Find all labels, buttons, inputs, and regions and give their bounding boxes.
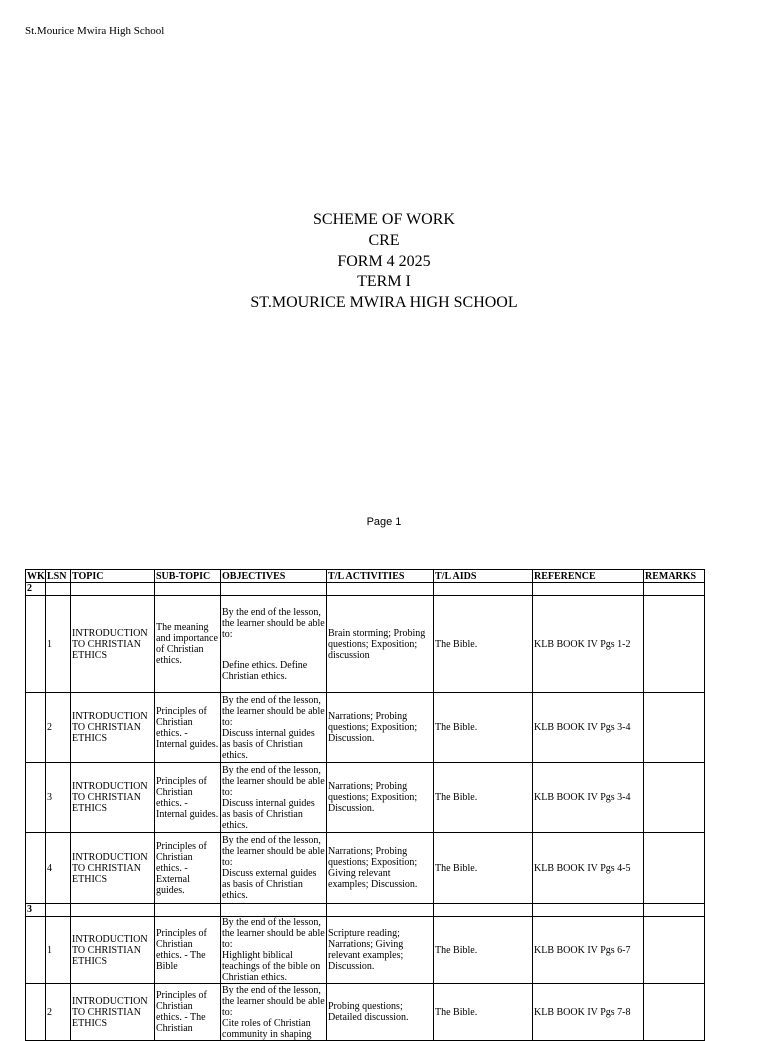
objective-detail: Highlight biblical teachings of the bible on Christian ethics.	[222, 950, 321, 983]
lesson-number: 4	[46, 833, 71, 904]
header-reference: REFERENCE	[533, 570, 644, 583]
week-number: 2	[26, 583, 46, 596]
reference-cell: KLB BOOK IV Pgs 3-4	[533, 693, 644, 763]
objectives-cell	[221, 596, 327, 693]
subtopic-cell: Principles of Christian ethics. - The Christian	[155, 984, 221, 1041]
remarks-cell	[644, 596, 705, 693]
aids-cell: The Bible.	[434, 833, 533, 904]
topic-cell: INTRODUCTION TO CHRISTIAN ETHICS	[71, 693, 155, 763]
objective-intro: By the end of the lesson, the learner should be able to:	[222, 606, 325, 640]
reference-cell: KLB BOOK IV Pgs 3-4	[533, 763, 644, 833]
topic-cell: INTRODUCTION TO CHRISTIAN ETHICS	[71, 596, 155, 693]
table-row	[26, 763, 705, 833]
title-block	[0, 210, 768, 314]
objective-detail: Define ethics. Define Christian ethics.	[222, 659, 308, 682]
lesson-number: 3	[46, 763, 71, 833]
remarks-cell	[644, 693, 705, 763]
header-remarks: REMARKS	[644, 570, 705, 583]
reference-cell: KLB BOOK IV Pgs 7-8	[533, 984, 644, 1041]
header-objectives: OBJECTIVES	[221, 570, 327, 583]
scheme-table	[25, 569, 705, 1041]
table-row	[26, 833, 705, 904]
activities-cell: Narrations; Probing questions; Exposition; Discussion.	[327, 763, 434, 833]
reference-cell: KLB BOOK IV Pgs 6-7	[533, 917, 644, 984]
topic-cell: INTRODUCTION TO CHRISTIAN ETHICS	[71, 984, 155, 1041]
objective-intro: By the end of the lesson, the learner should be able to:	[222, 917, 325, 950]
table-row	[26, 596, 705, 693]
activities-cell: Scripture reading; Narrations; Giving relevant examples; Discussion.	[327, 917, 434, 984]
table-row	[26, 693, 705, 763]
activities-cell: Brain storming; Probing questions; Exposition; discussion	[327, 596, 434, 693]
aids-cell: The Bible.	[434, 693, 533, 763]
table-row	[26, 917, 705, 984]
lesson-number: 2	[46, 693, 71, 763]
week-number: 3	[26, 904, 46, 917]
subtopic-cell: Principles of Christian ethics. - Internal guides.	[155, 693, 221, 763]
header-activities: T/L ACTIVITIES	[327, 570, 434, 583]
objective-detail: Discuss external guides as basis of Christian ethics.	[222, 868, 317, 901]
objectives-cell	[221, 693, 327, 763]
objectives-cell	[221, 763, 327, 833]
lesson-number: 2	[46, 984, 71, 1041]
title-form-year: FORM 4 2025	[337, 252, 431, 270]
objective-intro: By the end of the lesson, the learner should be able to:	[222, 984, 325, 1018]
topic-cell: INTRODUCTION TO CHRISTIAN ETHICS	[71, 833, 155, 904]
table-row	[26, 984, 705, 1041]
remarks-cell	[644, 763, 705, 833]
objectives-cell	[221, 917, 327, 984]
page-number: Page 1	[366, 516, 402, 528]
objective-detail: Discuss internal guides as basis of Christian ethics.	[222, 727, 315, 761]
activities-cell: Probing questions; Detailed discussion.	[327, 984, 434, 1041]
aids-cell: The Bible.	[434, 984, 533, 1041]
header-topic: TOPIC	[71, 570, 155, 583]
lesson-number: 1	[46, 596, 71, 693]
aids-cell: The Bible.	[434, 917, 533, 984]
header-aids: T/L AIDS	[434, 570, 533, 583]
objectives-cell	[221, 984, 327, 1041]
objective-detail: Cite roles of Christian community in shaping	[222, 1017, 312, 1040]
title-scheme-of-work: SCHEME OF WORK	[313, 211, 455, 228]
week-row	[26, 904, 705, 917]
document-header-school-name: St.Mourice Mwira High School	[25, 25, 165, 37]
title-subject: CRE	[368, 231, 400, 249]
reference-cell: KLB BOOK IV Pgs 4-5	[533, 833, 644, 904]
objective-intro: By the end of the lesson, the learner should be able to:	[222, 764, 325, 798]
objective-detail: Discuss internal guides as basis of Christian ethics.	[222, 797, 315, 831]
remarks-cell	[644, 917, 705, 984]
remarks-cell	[644, 833, 705, 904]
title-term: TERM I	[357, 273, 411, 291]
activities-cell: Narrations; Probing questions; Exposition; Discussion.	[327, 693, 434, 763]
activities-cell: Narrations; Probing questions; Exposition; Giving relevant examples; Discussion.	[327, 833, 434, 904]
subtopic-cell: The meaning and importance of Christian ethics.	[155, 596, 221, 693]
topic-cell: INTRODUCTION TO CHRISTIAN ETHICS	[71, 763, 155, 833]
reference-cell: KLB BOOK IV Pgs 1-2	[533, 596, 644, 693]
objective-intro: By the end of the lesson, the learner should be able to:	[222, 694, 325, 728]
lesson-number: 1	[46, 917, 71, 984]
aids-cell: The Bible.	[434, 763, 533, 833]
title-school: ST.MOURICE MWIRA HIGH SCHOOL	[250, 294, 518, 312]
remarks-cell	[644, 984, 705, 1041]
header-lsn: LSN	[46, 570, 71, 583]
objective-intro: By the end of the lesson, the learner should be able to:	[222, 835, 325, 868]
week-row	[26, 583, 705, 596]
objectives-cell	[221, 833, 327, 904]
aids-cell: The Bible.	[434, 596, 533, 693]
header-subtopic: SUB-TOPIC	[155, 570, 221, 583]
subtopic-cell: Principles of Christian ethics. - The Bible	[155, 917, 221, 984]
header-wk: WK	[27, 570, 45, 582]
topic-cell: INTRODUCTION TO CHRISTIAN ETHICS	[71, 917, 155, 984]
subtopic-cell: Principles of Christian ethics. - Internal guides.	[155, 763, 221, 833]
subtopic-cell: Principles of Christian ethics. - External guides.	[155, 833, 221, 904]
table-header-row	[26, 570, 705, 583]
